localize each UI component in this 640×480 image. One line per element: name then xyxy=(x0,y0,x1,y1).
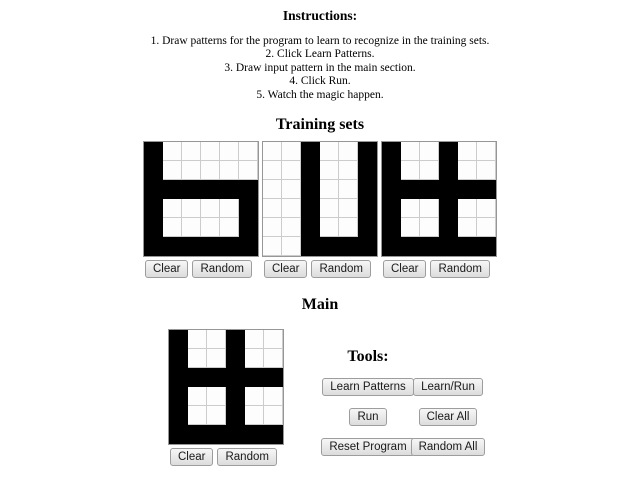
training-canvas-3-buttons xyxy=(383,260,497,278)
grid-cell[interactable] xyxy=(401,237,420,256)
instructions-list xyxy=(0,35,640,102)
grid-cell[interactable] xyxy=(163,161,182,180)
grid-cell[interactable] xyxy=(263,180,282,199)
grid-cell[interactable] xyxy=(382,237,401,256)
grid-cell[interactable] xyxy=(245,330,264,349)
grid-cell[interactable] xyxy=(382,142,401,161)
instructions-title: Instructions: xyxy=(282,8,358,23)
grid-cell[interactable] xyxy=(188,425,207,444)
grid-cell[interactable] xyxy=(282,142,301,161)
grid-cell[interactable] xyxy=(245,349,264,368)
grid-cell[interactable] xyxy=(358,237,377,256)
main-random-button[interactable]: Random xyxy=(217,448,276,466)
grid-cell[interactable] xyxy=(282,237,301,256)
grid-cell[interactable] xyxy=(263,142,282,161)
grid-cell[interactable] xyxy=(339,237,358,256)
grid-cell[interactable] xyxy=(220,161,239,180)
main-canvas[interactable] xyxy=(168,329,284,445)
grid-cell[interactable] xyxy=(301,199,320,218)
grid-cell[interactable] xyxy=(239,237,258,256)
training-1-clear-button[interactable]: Clear xyxy=(145,260,188,278)
grid-cell[interactable] xyxy=(144,218,163,237)
clear-all-button[interactable]: Clear All xyxy=(419,408,478,426)
main-section xyxy=(0,329,640,466)
grid-cell[interactable] xyxy=(207,406,226,425)
grid-cell[interactable] xyxy=(182,161,201,180)
grid-cell[interactable] xyxy=(420,199,439,218)
grid-cell[interactable] xyxy=(458,180,477,199)
grid-cell[interactable] xyxy=(477,142,496,161)
grid-cell[interactable] xyxy=(439,142,458,161)
grid-cell[interactable] xyxy=(301,180,320,199)
training-block-2 xyxy=(262,141,378,278)
grid-cell[interactable] xyxy=(144,237,163,256)
grid-cell[interactable] xyxy=(239,218,258,237)
grid-cell[interactable] xyxy=(339,218,358,237)
grid-cell[interactable] xyxy=(220,218,239,237)
run-button[interactable]: Run xyxy=(349,408,386,426)
training-3-random-button[interactable]: Random xyxy=(430,260,489,278)
grid-cell[interactable] xyxy=(420,142,439,161)
grid-cell[interactable] xyxy=(245,425,264,444)
grid-cell[interactable] xyxy=(320,161,339,180)
training-2-random-button[interactable]: Random xyxy=(311,260,370,278)
grid-cell[interactable] xyxy=(163,142,182,161)
learn-run-button[interactable]: Learn/Run xyxy=(413,378,483,396)
grid-cell[interactable] xyxy=(439,199,458,218)
grid-cell[interactable] xyxy=(282,218,301,237)
training-sets-title: Training sets xyxy=(275,116,365,134)
grid-cell[interactable] xyxy=(320,218,339,237)
grid-cell[interactable] xyxy=(245,406,264,425)
grid-cell[interactable] xyxy=(301,142,320,161)
grid-cell[interactable] xyxy=(358,161,377,180)
grid-cell[interactable] xyxy=(264,368,283,387)
instruction-step-1: 1. Draw patterns for the program to learn to recognize in the training sets. xyxy=(150,35,490,47)
training-1-random-button[interactable]: Random xyxy=(192,260,251,278)
grid-cell[interactable] xyxy=(226,387,245,406)
grid-cell[interactable] xyxy=(420,237,439,256)
grid-cell[interactable] xyxy=(477,180,496,199)
grid-cell[interactable] xyxy=(207,387,226,406)
grid-cell[interactable] xyxy=(220,142,239,161)
grid-cell[interactable] xyxy=(477,161,496,180)
grid-cell[interactable] xyxy=(458,161,477,180)
grid-cell[interactable] xyxy=(264,330,283,349)
grid-cell[interactable] xyxy=(220,180,239,199)
grid-cell[interactable] xyxy=(226,330,245,349)
grid-cell[interactable] xyxy=(401,180,420,199)
grid-cell[interactable] xyxy=(439,180,458,199)
instruction-step-2: 2. Click Learn Patterns. xyxy=(265,48,375,61)
grid-cell[interactable] xyxy=(169,349,188,368)
grid-cell[interactable] xyxy=(201,161,220,180)
training-block-3 xyxy=(381,141,497,278)
grid-cell[interactable] xyxy=(169,368,188,387)
grid-cell[interactable] xyxy=(226,406,245,425)
grid-cell[interactable] xyxy=(144,142,163,161)
grid-cell[interactable] xyxy=(382,218,401,237)
grid-cell[interactable] xyxy=(263,199,282,218)
grid-cell[interactable] xyxy=(358,218,377,237)
grid-cell[interactable] xyxy=(245,387,264,406)
grid-cell[interactable] xyxy=(282,199,301,218)
grid-cell[interactable] xyxy=(358,142,377,161)
grid-cell[interactable] xyxy=(477,237,496,256)
instruction-step-4: 4. Click Run. xyxy=(289,75,351,88)
grid-cell[interactable] xyxy=(163,180,182,199)
grid-cell[interactable] xyxy=(420,218,439,237)
grid-cell[interactable] xyxy=(169,406,188,425)
grid-cell[interactable] xyxy=(226,425,245,444)
main-title: Main xyxy=(301,296,339,314)
grid-cell[interactable] xyxy=(301,161,320,180)
grid-cell[interactable] xyxy=(220,237,239,256)
grid-cell[interactable] xyxy=(182,199,201,218)
grid-cell[interactable] xyxy=(207,349,226,368)
grid-cell[interactable] xyxy=(458,199,477,218)
grid-cell[interactable] xyxy=(188,368,207,387)
grid-cell[interactable] xyxy=(339,161,358,180)
grid-cell[interactable] xyxy=(201,218,220,237)
grid-cell[interactable] xyxy=(239,199,258,218)
grid-cell[interactable] xyxy=(282,161,301,180)
learn-patterns-button[interactable]: Learn Patterns xyxy=(322,378,413,396)
grid-cell[interactable] xyxy=(439,218,458,237)
training-block-1 xyxy=(143,141,259,278)
grid-cell[interactable] xyxy=(163,199,182,218)
grid-cell[interactable] xyxy=(358,199,377,218)
grid-cell[interactable] xyxy=(301,218,320,237)
tools-title: Tools: xyxy=(347,348,389,366)
grid-cell[interactable] xyxy=(477,218,496,237)
training-canvas-1[interactable] xyxy=(143,141,259,257)
training-3-clear-button[interactable]: Clear xyxy=(383,260,426,278)
grid-cell[interactable] xyxy=(477,199,496,218)
grid-cell[interactable] xyxy=(401,161,420,180)
grid-cell[interactable] xyxy=(220,199,239,218)
grid-cell[interactable] xyxy=(339,199,358,218)
grid-cell[interactable] xyxy=(226,349,245,368)
grid-cell[interactable] xyxy=(439,237,458,256)
grid-cell[interactable] xyxy=(239,142,258,161)
grid-cell[interactable] xyxy=(263,161,282,180)
grid-cell[interactable] xyxy=(239,180,258,199)
grid-cell[interactable] xyxy=(339,142,358,161)
grid-cell[interactable] xyxy=(264,349,283,368)
tools-buttons xyxy=(328,378,488,456)
grid-cell[interactable] xyxy=(188,349,207,368)
grid-cell[interactable] xyxy=(182,180,201,199)
grid-cell[interactable] xyxy=(163,237,182,256)
grid-cell[interactable] xyxy=(182,218,201,237)
instruction-step-5: 5. Watch the magic happen. xyxy=(256,88,384,101)
grid-cell[interactable] xyxy=(320,142,339,161)
grid-cell[interactable] xyxy=(182,142,201,161)
grid-cell[interactable] xyxy=(188,406,207,425)
grid-cell[interactable] xyxy=(169,425,188,444)
training-canvas-2[interactable] xyxy=(262,141,378,257)
grid-cell[interactable] xyxy=(264,406,283,425)
main-canvas-buttons xyxy=(170,448,284,466)
main-canvas-block xyxy=(168,329,284,466)
grid-cell[interactable] xyxy=(226,368,245,387)
grid-cell[interactable] xyxy=(420,180,439,199)
grid-cell[interactable] xyxy=(264,387,283,406)
grid-cell[interactable] xyxy=(458,142,477,161)
grid-cell[interactable] xyxy=(382,180,401,199)
grid-cell[interactable] xyxy=(144,161,163,180)
grid-cell[interactable] xyxy=(188,387,207,406)
grid-cell[interactable] xyxy=(201,142,220,161)
grid-cell[interactable] xyxy=(401,199,420,218)
training-sets-row xyxy=(0,141,640,278)
training-canvas-3[interactable] xyxy=(381,141,497,257)
instruction-step-3: 3. Draw input pattern in the main section. xyxy=(224,61,416,74)
grid-cell[interactable] xyxy=(339,180,358,199)
grid-cell[interactable] xyxy=(439,161,458,180)
grid-cell[interactable] xyxy=(401,218,420,237)
grid-cell[interactable] xyxy=(458,237,477,256)
training-2-clear-button[interactable]: Clear xyxy=(264,260,307,278)
grid-cell[interactable] xyxy=(163,218,182,237)
grid-cell[interactable] xyxy=(320,237,339,256)
grid-cell[interactable] xyxy=(263,218,282,237)
grid-cell[interactable] xyxy=(382,161,401,180)
grid-cell[interactable] xyxy=(401,142,420,161)
grid-cell[interactable] xyxy=(188,330,207,349)
grid-cell[interactable] xyxy=(320,199,339,218)
main-clear-button[interactable]: Clear xyxy=(170,448,213,466)
grid-cell[interactable] xyxy=(144,199,163,218)
grid-cell[interactable] xyxy=(301,237,320,256)
grid-cell[interactable] xyxy=(144,180,163,199)
tools-panel xyxy=(328,329,488,466)
grid-cell[interactable] xyxy=(201,237,220,256)
random-all-button[interactable]: Random All xyxy=(411,438,486,456)
grid-cell[interactable] xyxy=(245,368,264,387)
grid-cell[interactable] xyxy=(358,180,377,199)
grid-cell[interactable] xyxy=(169,387,188,406)
reset-program-button[interactable]: Reset Program xyxy=(321,438,414,456)
grid-cell[interactable] xyxy=(207,368,226,387)
grid-cell[interactable] xyxy=(320,180,339,199)
grid-cell[interactable] xyxy=(201,199,220,218)
grid-cell[interactable] xyxy=(169,330,188,349)
grid-cell[interactable] xyxy=(239,161,258,180)
grid-cell[interactable] xyxy=(282,180,301,199)
grid-cell[interactable] xyxy=(420,161,439,180)
grid-cell[interactable] xyxy=(201,180,220,199)
grid-cell[interactable] xyxy=(264,425,283,444)
grid-cell[interactable] xyxy=(382,199,401,218)
training-canvas-1-buttons xyxy=(145,260,259,278)
grid-cell[interactable] xyxy=(263,237,282,256)
grid-cell[interactable] xyxy=(207,425,226,444)
training-canvas-2-buttons xyxy=(264,260,378,278)
grid-cell[interactable] xyxy=(207,330,226,349)
grid-cell[interactable] xyxy=(182,237,201,256)
grid-cell[interactable] xyxy=(458,218,477,237)
